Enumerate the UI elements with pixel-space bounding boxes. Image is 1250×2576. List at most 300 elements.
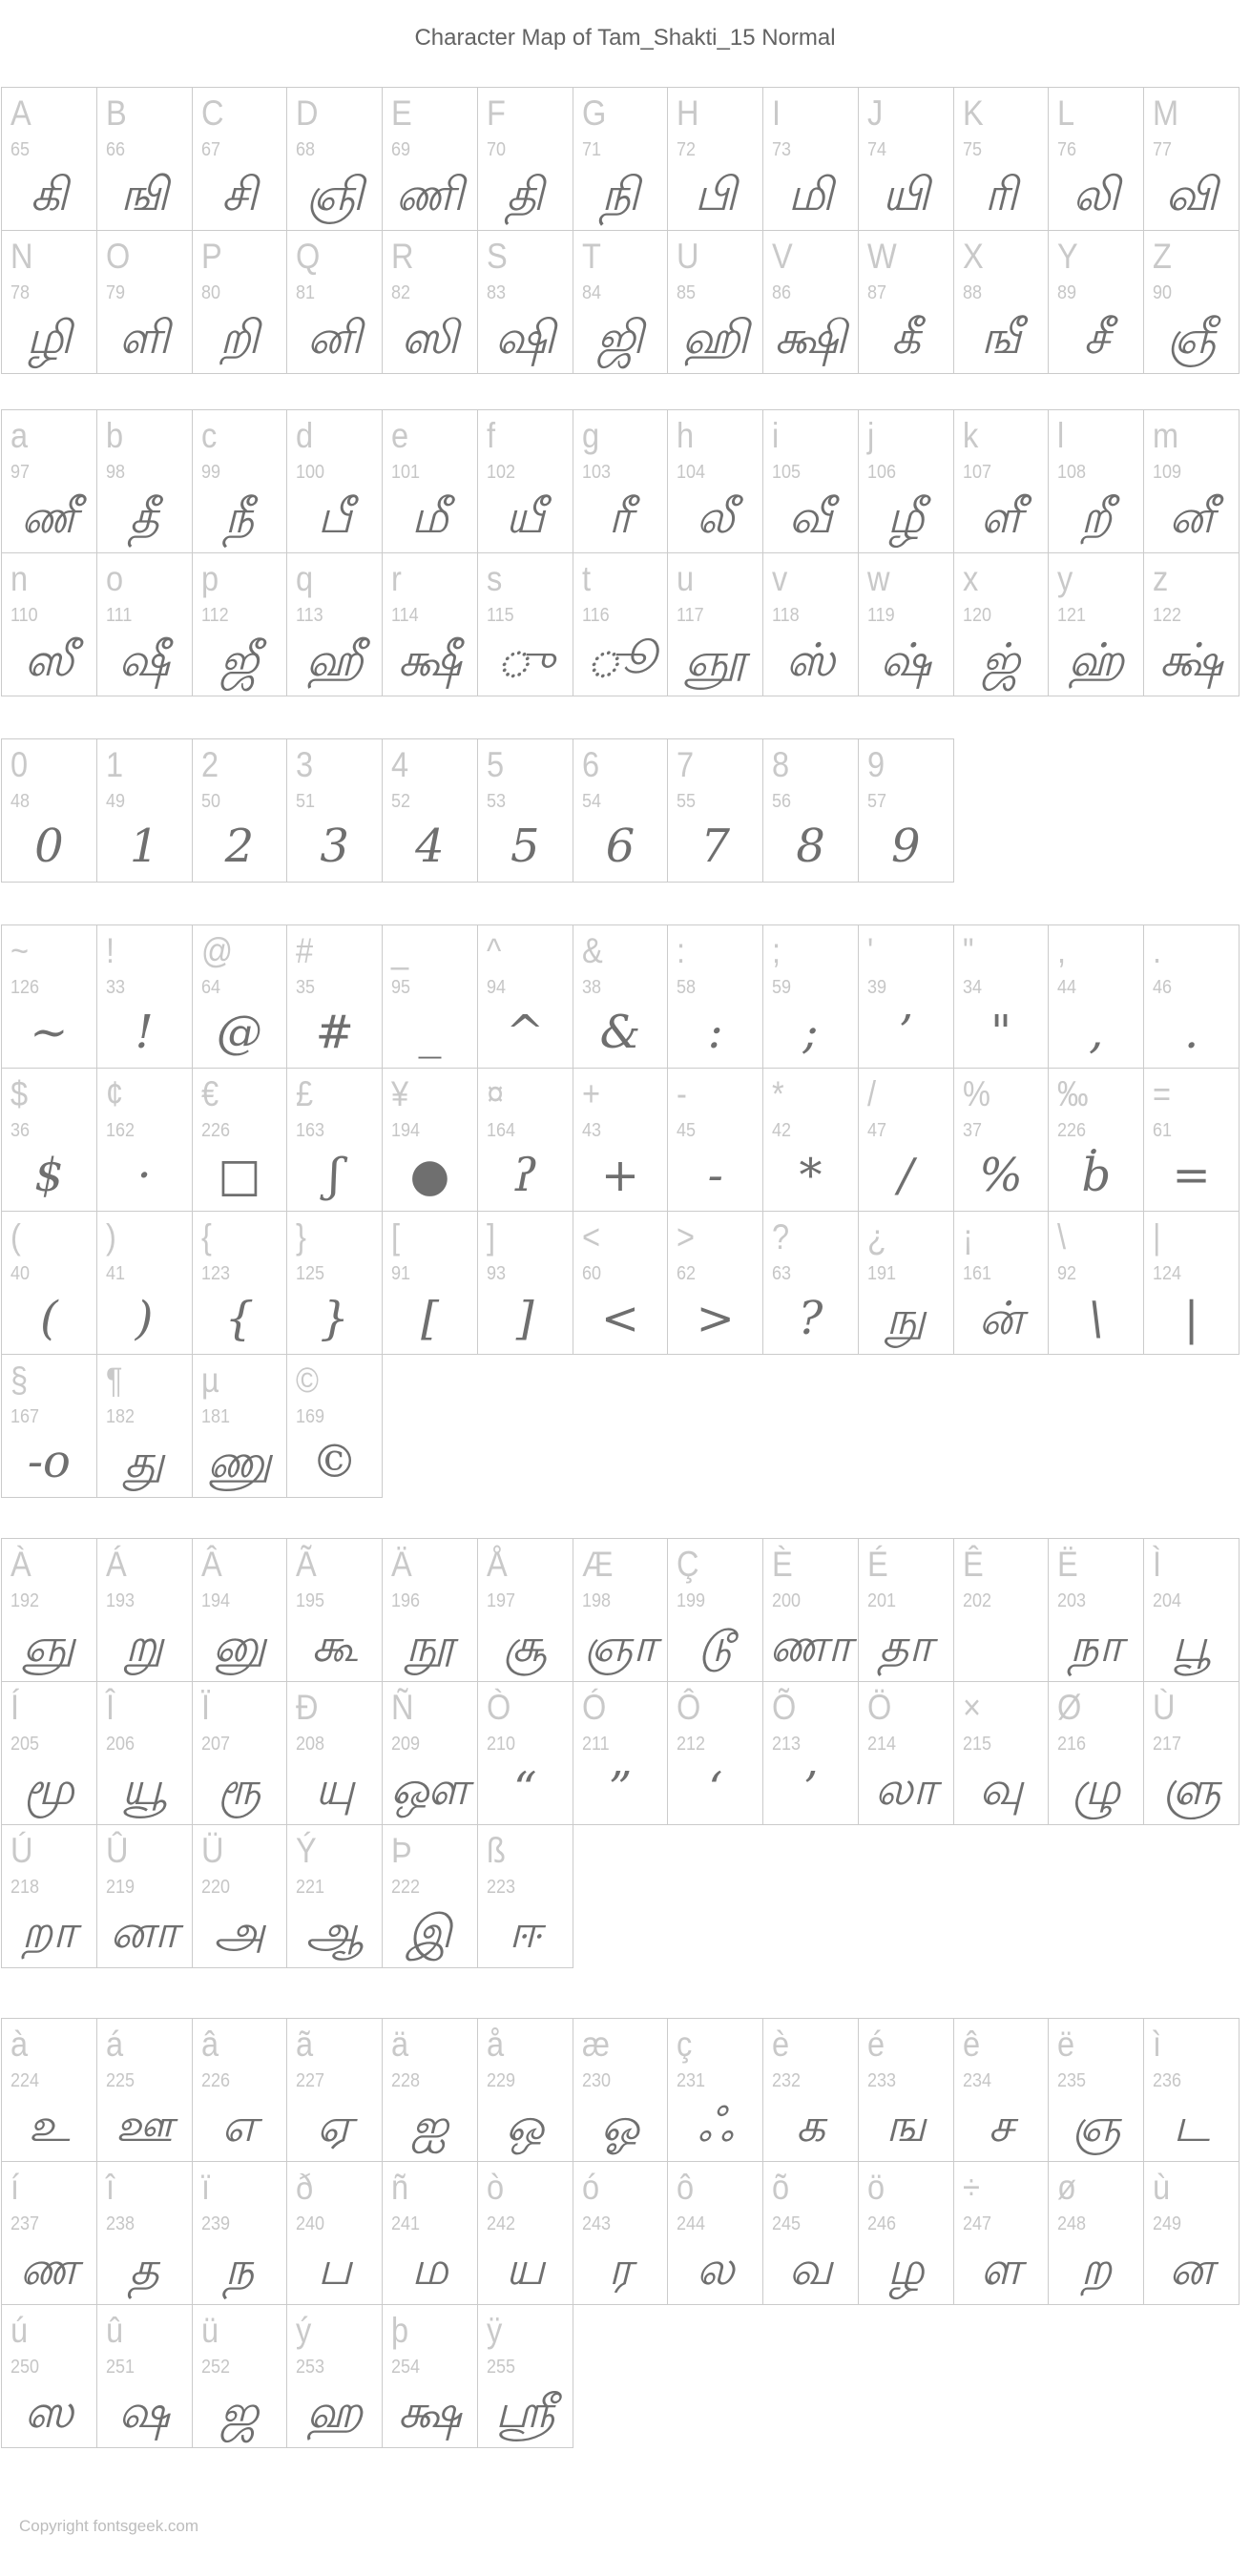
cell-code-number: 78: [10, 282, 31, 303]
cell-font-glyph: [: [421, 1292, 439, 1346]
cell-code-number: 34: [962, 977, 982, 998]
cell-code-number: 71: [581, 139, 601, 160]
cell-font-glyph: ·: [136, 1149, 152, 1203]
cell-code-number: 58: [677, 977, 697, 998]
cell-character-label: ¢: [105, 1074, 123, 1113]
cell-font-glyph: -: [707, 1149, 723, 1203]
charmap-cell: [667, 1068, 763, 1212]
cell-font-glyph: ’: [898, 1006, 913, 1060]
cell-font-glyph: ஜி: [596, 311, 644, 365]
cell-font-glyph: லீ: [696, 490, 735, 545]
cell-character-label: W: [866, 237, 897, 276]
cell-character-label: h: [677, 416, 695, 455]
cell-code-number: 91: [391, 1263, 411, 1284]
charmap-cell: [382, 1824, 478, 1968]
cell-code-number: 238: [105, 2213, 135, 2234]
charmap-cell: [573, 552, 669, 696]
cell-font-glyph: வ: [788, 2242, 833, 2296]
cell-character-label: ì: [1153, 2025, 1162, 2064]
cell-font-glyph: ண: [19, 2242, 78, 2296]
cell-character-label: f: [486, 416, 495, 455]
cell-code-number: 46: [1153, 977, 1173, 998]
cell-font-glyph: ய: [505, 2242, 545, 2296]
cell-code-number: 59: [772, 977, 792, 998]
charmap-cell: [858, 1211, 954, 1355]
cell-font-glyph: 3: [320, 820, 349, 874]
cell-font-glyph: நு: [885, 1292, 927, 1346]
cell-character-label: é: [866, 2025, 885, 2064]
cell-font-glyph: கீ: [890, 311, 921, 365]
grid-accented-lowercase: [1, 2018, 1239, 2447]
cell-code-number: 220: [200, 1877, 230, 1898]
charmap-cell: [382, 552, 478, 696]
cell-code-number: 216: [1057, 1734, 1087, 1755]
charmap-cell: [1, 552, 97, 696]
cell-code-number: 38: [581, 977, 601, 998]
charmap-cell: [286, 1211, 383, 1355]
charmap-cell: [286, 87, 383, 231]
charmap-cell: [858, 1681, 954, 1825]
cell-font-glyph: ம: [411, 2242, 448, 2296]
cell-character-label: à: [10, 2025, 29, 2064]
cell-code-number: 252: [200, 2357, 230, 2378]
charmap-cell: [762, 409, 859, 553]
cell-code-number: 60: [581, 1263, 601, 1284]
cell-code-number: 95: [391, 977, 411, 998]
charmap-cell: [192, 1211, 288, 1355]
charmap-cell: [96, 230, 193, 374]
cell-font-glyph: ,: [1089, 1006, 1104, 1060]
cell-font-glyph: ன்: [978, 1292, 1024, 1346]
charmap-cell: [477, 1681, 573, 1825]
cell-font-glyph: \: [1088, 1292, 1104, 1346]
charmap-cell: [1, 230, 97, 374]
cell-font-glyph: @: [216, 1006, 262, 1060]
cell-code-number: 191: [866, 1263, 896, 1284]
cell-font-glyph: {: [224, 1292, 255, 1346]
cell-character-label: ö: [866, 2168, 885, 2207]
cell-code-number: 210: [486, 1734, 515, 1755]
cell-font-glyph: தீ: [129, 490, 159, 545]
cell-character-label: þ: [391, 2311, 409, 2350]
cell-font-glyph: ஞீ: [1166, 311, 1217, 365]
cell-font-glyph: &: [599, 1006, 641, 1060]
cell-code-number: 66: [105, 139, 125, 160]
cell-character-label: Ô: [677, 1688, 701, 1727]
cell-code-number: 225: [105, 2070, 135, 2091]
cell-character-label: w: [866, 559, 890, 598]
cell-code-number: 116: [581, 605, 610, 626]
cell-code-number: 90: [1153, 282, 1173, 303]
cell-character-label: U: [677, 237, 699, 276]
cell-font-glyph: கி: [30, 168, 69, 222]
charmap-cell: [96, 738, 193, 883]
cell-font-glyph: ’: [802, 1762, 819, 1817]
cell-font-glyph: ணா: [769, 1619, 852, 1673]
cell-character-label: Ò: [486, 1688, 511, 1727]
cell-font-glyph: பூ: [1172, 1619, 1211, 1673]
cell-code-number: 248: [1057, 2213, 1087, 2234]
cell-character-label: ": [962, 931, 974, 970]
charmap-cell: [1143, 2161, 1240, 2305]
cell-code-number: 215: [962, 1734, 991, 1755]
charmap-row: [1, 87, 1239, 230]
cell-code-number: 115: [486, 605, 514, 626]
cell-font-glyph: தி: [506, 168, 544, 222]
cell-character-label: ä: [391, 2025, 409, 2064]
charmap-cell: [192, 2161, 288, 2305]
cell-character-label: >: [677, 1217, 696, 1257]
cell-font-glyph: ஒ: [506, 2099, 545, 2153]
cell-code-number: 245: [772, 2213, 802, 2234]
grid-accented-uppercase: [1, 1538, 1239, 1967]
charmap-row: [1, 230, 1239, 373]
cell-character-label: \: [1057, 1217, 1067, 1257]
charmap-cell: [762, 2161, 859, 2305]
charmap-cell: [573, 2018, 669, 2162]
cell-character-label: Í: [10, 1688, 20, 1727]
charmap-cell: [953, 1538, 1050, 1682]
cell-font-glyph: றீ: [1080, 490, 1113, 545]
cell-font-glyph: ர: [608, 2242, 633, 2296]
cell-character-label: I: [772, 93, 781, 133]
cell-character-label: æ: [581, 2025, 610, 2064]
cell-font-glyph: ப: [317, 2242, 352, 2296]
cell-font-glyph: ந: [224, 2242, 255, 2296]
cell-font-glyph: ழ: [886, 2242, 925, 2296]
charmap-cell: [667, 1681, 763, 1825]
cell-character-label: =: [1153, 1074, 1172, 1113]
cell-character-label: ã: [296, 2025, 314, 2064]
cell-code-number: 214: [866, 1734, 896, 1755]
cell-font-glyph: வு: [979, 1762, 1023, 1817]
cell-character-label: X: [962, 237, 984, 276]
cell-character-label: À: [10, 1545, 31, 1584]
cell-code-number: 88: [962, 282, 982, 303]
cell-font-glyph: கூ: [311, 1619, 358, 1673]
cell-code-number: 202: [962, 1590, 991, 1611]
cell-character-label: A: [10, 93, 31, 133]
cell-character-label: Ó: [581, 1688, 606, 1727]
charmap-cell: [573, 1068, 669, 1212]
cell-font-glyph: டூ: [698, 1619, 733, 1673]
charmap-cell: [762, 1538, 859, 1682]
cell-font-glyph: ணி: [395, 168, 465, 222]
cell-font-glyph: நீ: [224, 490, 255, 545]
cell-character-label: £: [296, 1074, 314, 1113]
cell-font-glyph: ஙி: [120, 168, 169, 222]
cell-character-label: B: [105, 93, 127, 133]
cell-character-label: E: [391, 93, 412, 133]
grid-lowercase-letters: [1, 409, 1239, 696]
charmap-cell: [1, 738, 97, 883]
charmap-cell: [858, 924, 954, 1069]
cell-code-number: 111: [105, 605, 133, 626]
cell-code-number: 208: [296, 1734, 325, 1755]
cell-character-label: %: [962, 1074, 990, 1113]
charmap-cell: [286, 409, 383, 553]
cell-code-number: 244: [677, 2213, 706, 2234]
cell-font-glyph: ‘: [708, 1762, 723, 1817]
charmap-cell: [477, 2304, 573, 2448]
cell-font-glyph: ூ: [585, 634, 656, 688]
charmap-cell: [1048, 87, 1144, 231]
cell-font-glyph: -o: [27, 1435, 71, 1489]
charmap-cell: [477, 924, 573, 1069]
cell-code-number: 73: [772, 139, 792, 160]
cell-font-glyph: ஸி: [401, 311, 459, 365]
charmap-cell: [667, 2161, 763, 2305]
charmap-cell: [96, 1538, 193, 1682]
cell-character-label: $: [10, 1074, 29, 1113]
charmap-cell: [96, 2018, 193, 2162]
cell-character-label: 8: [772, 745, 790, 784]
charmap-cell: [382, 409, 478, 553]
charmap-row: [1, 2304, 1239, 2447]
cell-font-glyph: ʔ: [512, 1149, 538, 1203]
charmap-cell: [1143, 1211, 1240, 1355]
charmap-cell: [1, 1824, 97, 1968]
cell-character-label: ,: [1057, 931, 1067, 970]
cell-character-label: :: [677, 931, 686, 970]
cell-character-label: 5: [486, 745, 504, 784]
charmap-row: [1, 409, 1239, 552]
cell-code-number: 104: [677, 462, 706, 483]
charmap-cell: [953, 230, 1050, 374]
cell-code-number: 103: [581, 462, 611, 483]
charmap-cell: [667, 230, 763, 374]
cell-code-number: 39: [866, 977, 886, 998]
charmap-cell: [286, 552, 383, 696]
cell-code-number: 194: [200, 1590, 230, 1611]
cell-character-label: Y: [1057, 237, 1079, 276]
charmap-cell: [286, 2018, 383, 2162]
cell-character-label: D: [296, 93, 319, 133]
cell-font-glyph: ஷ்: [880, 634, 932, 688]
cell-code-number: 69: [391, 139, 411, 160]
cell-code-number: 76: [1057, 139, 1077, 160]
cell-font-glyph: ு: [495, 634, 554, 688]
cell-font-glyph: _: [418, 1006, 442, 1060]
cell-code-number: 82: [391, 282, 411, 303]
charmap-cell: [1, 1068, 97, 1212]
cell-font-glyph: ஏ: [317, 2099, 353, 2153]
cell-character-label: ~: [10, 931, 30, 970]
charmap-cell: [1143, 1068, 1240, 1212]
charmap-cell: [96, 409, 193, 553]
cell-font-glyph: சூ: [503, 1619, 548, 1673]
cell-font-glyph: னி: [306, 311, 363, 365]
cell-code-number: 100: [296, 462, 325, 483]
cell-character-label: &: [581, 931, 603, 970]
cell-code-number: 44: [1057, 977, 1077, 998]
cell-character-label: z: [1153, 559, 1169, 598]
cell-font-glyph: =: [1172, 1149, 1211, 1203]
cell-character-label: ê: [962, 2025, 980, 2064]
cell-code-number: 221: [296, 1877, 325, 1898]
cell-code-number: 161: [962, 1263, 991, 1284]
cell-character-label: q: [296, 559, 314, 598]
cell-font-glyph: ஓ: [600, 2099, 640, 2153]
charmap-cell: [1143, 409, 1240, 553]
charmap-cell: [858, 552, 954, 696]
cell-code-number: 200: [772, 1590, 802, 1611]
cell-character-label: û: [105, 2311, 123, 2350]
charmap-cell: [192, 409, 288, 553]
charmap-cell: [573, 409, 669, 553]
grid-punctuation: [1, 924, 1239, 1497]
cell-character-label: |: [1153, 1217, 1161, 1257]
cell-code-number: 108: [1057, 462, 1087, 483]
charmap-cell: [382, 1211, 478, 1355]
cell-code-number: 42: [772, 1120, 792, 1141]
cell-font-glyph: ஹி: [681, 311, 749, 365]
charmap-cell: [953, 924, 1050, 1069]
charmap-cell: [192, 738, 288, 883]
cell-code-number: 250: [10, 2357, 40, 2378]
cell-code-number: 52: [391, 791, 411, 812]
cell-code-number: 98: [105, 462, 125, 483]
cell-code-number: 199: [677, 1590, 706, 1611]
cell-code-number: 119: [866, 605, 895, 626]
cell-character-label: è: [772, 2025, 790, 2064]
cell-character-label: Ì: [1153, 1545, 1162, 1584]
cell-font-glyph: <: [600, 1292, 640, 1346]
cell-font-glyph: யி: [882, 168, 929, 222]
cell-font-glyph: ஷி: [494, 311, 555, 365]
charmap-cell: [192, 924, 288, 1069]
cell-code-number: 70: [486, 139, 506, 160]
cell-code-number: 192: [10, 1590, 40, 1611]
charmap-cell: [953, 409, 1050, 553]
cell-code-number: 102: [486, 462, 515, 483]
cell-font-glyph: ஜ: [219, 2385, 259, 2440]
cell-font-glyph: 0: [34, 820, 64, 874]
cell-code-number: 89: [1057, 282, 1077, 303]
cell-code-number: 194: [391, 1120, 421, 1141]
cell-font-glyph: ;: [802, 1006, 819, 1060]
cell-character-label: ¡: [962, 1217, 973, 1257]
charmap-cell: [382, 87, 478, 231]
cell-character-label: J: [866, 93, 884, 133]
cell-code-number: 242: [486, 2213, 515, 2234]
cell-font-glyph: பீ: [317, 490, 352, 545]
cell-code-number: 87: [866, 282, 886, 303]
charmap-cell: [953, 552, 1050, 696]
cell-code-number: 113: [296, 605, 323, 626]
cell-character-label: l: [1057, 416, 1065, 455]
charmap-cell: [1, 1681, 97, 1825]
cell-character-label: ]: [486, 1217, 495, 1257]
charmap-cell: [858, 738, 954, 883]
cell-character-label: o: [105, 559, 123, 598]
cell-character-label: Ë: [1057, 1545, 1079, 1584]
cell-code-number: 36: [10, 1120, 31, 1141]
charmap-row: [1, 1538, 1239, 1681]
charmap-row: [1, 552, 1239, 696]
cell-character-label: Ç: [677, 1545, 699, 1584]
cell-character-label: ó: [581, 2168, 599, 2207]
cell-font-glyph: ஐ: [411, 2099, 448, 2153]
charmap-cell: [192, 1681, 288, 1825]
charmap-cell: [1, 1538, 97, 1682]
cell-code-number: 222: [391, 1877, 421, 1898]
charmap-cell: [192, 1354, 288, 1498]
cell-code-number: 162: [105, 1120, 135, 1141]
charmap-cell: [1048, 1211, 1144, 1355]
cell-font-glyph: இ: [407, 1905, 452, 1960]
cell-character-label: ¥: [391, 1074, 409, 1113]
cell-font-glyph: ஆ: [305, 1905, 365, 1960]
charmap-cell: [858, 87, 954, 231]
page-title: Character Map of Tam_Shakti_15 Normal: [414, 25, 836, 51]
cell-code-number: 48: [10, 791, 31, 812]
charmap-cell: [96, 924, 193, 1069]
cell-font-glyph: யூ: [121, 1762, 167, 1817]
cell-font-glyph: சி: [221, 168, 258, 222]
cell-font-glyph: சீ: [1083, 311, 1110, 365]
cell-code-number: 105: [772, 462, 802, 483]
cell-font-glyph: ஸ்: [785, 634, 836, 688]
cell-font-glyph: >: [696, 1292, 735, 1346]
cell-character-label: Z: [1153, 237, 1173, 276]
cell-code-number: 109: [1153, 462, 1182, 483]
cell-character-label: ý: [296, 2311, 312, 2350]
cell-font-glyph: ச: [988, 2099, 1014, 2153]
cell-character-label: -: [677, 1074, 688, 1113]
cell-character-label: §: [10, 1361, 29, 1400]
charmap-cell: [1, 2304, 97, 2448]
cell-character-label: ¤: [486, 1074, 504, 1113]
cell-character-label: î: [105, 2168, 115, 2207]
cell-code-number: 63: [772, 1263, 792, 1284]
cell-font-glyph: ங: [885, 2099, 927, 2153]
cell-character-label: *: [772, 1074, 784, 1113]
charmap-cell: [477, 1211, 573, 1355]
charmap-cell: [858, 2161, 954, 2305]
cell-font-glyph: ளீ: [980, 490, 1022, 545]
charmap-cell: [1143, 2018, 1240, 2162]
charmap-cell: [192, 552, 288, 696]
cell-character-label: c: [200, 416, 217, 455]
cell-character-label: ÷: [962, 2168, 980, 2207]
cell-font-glyph: மீ: [411, 490, 448, 545]
cell-character-label: @: [200, 931, 233, 970]
charmap-cell: [762, 1681, 859, 1825]
charmap-cell: [1143, 552, 1240, 696]
cell-font-glyph: வீ: [788, 490, 833, 545]
charmap-cell: [573, 738, 669, 883]
cell-character-label: p: [200, 559, 219, 598]
cell-font-glyph: ஞி: [305, 168, 364, 222]
cell-character-label: ': [866, 931, 874, 970]
cell-code-number: 47: [866, 1120, 886, 1141]
charmap-row: [1, 1824, 1239, 1967]
cell-character-label: s: [486, 559, 503, 598]
charmap-cell: [667, 924, 763, 1069]
cell-character-label: 2: [200, 745, 219, 784]
charmap-cell: [1143, 1681, 1240, 1825]
cell-code-number: 182: [105, 1406, 135, 1427]
cell-code-number: 84: [581, 282, 601, 303]
charmap-cell: [96, 1681, 193, 1825]
cell-character-label: ?: [772, 1217, 790, 1257]
charmap-cell: [286, 1068, 383, 1212]
charmap-cell: [573, 1681, 669, 1825]
cell-font-glyph: 2: [224, 820, 255, 874]
cell-code-number: 237: [10, 2213, 40, 2234]
cell-code-number: 64: [200, 977, 220, 998]
